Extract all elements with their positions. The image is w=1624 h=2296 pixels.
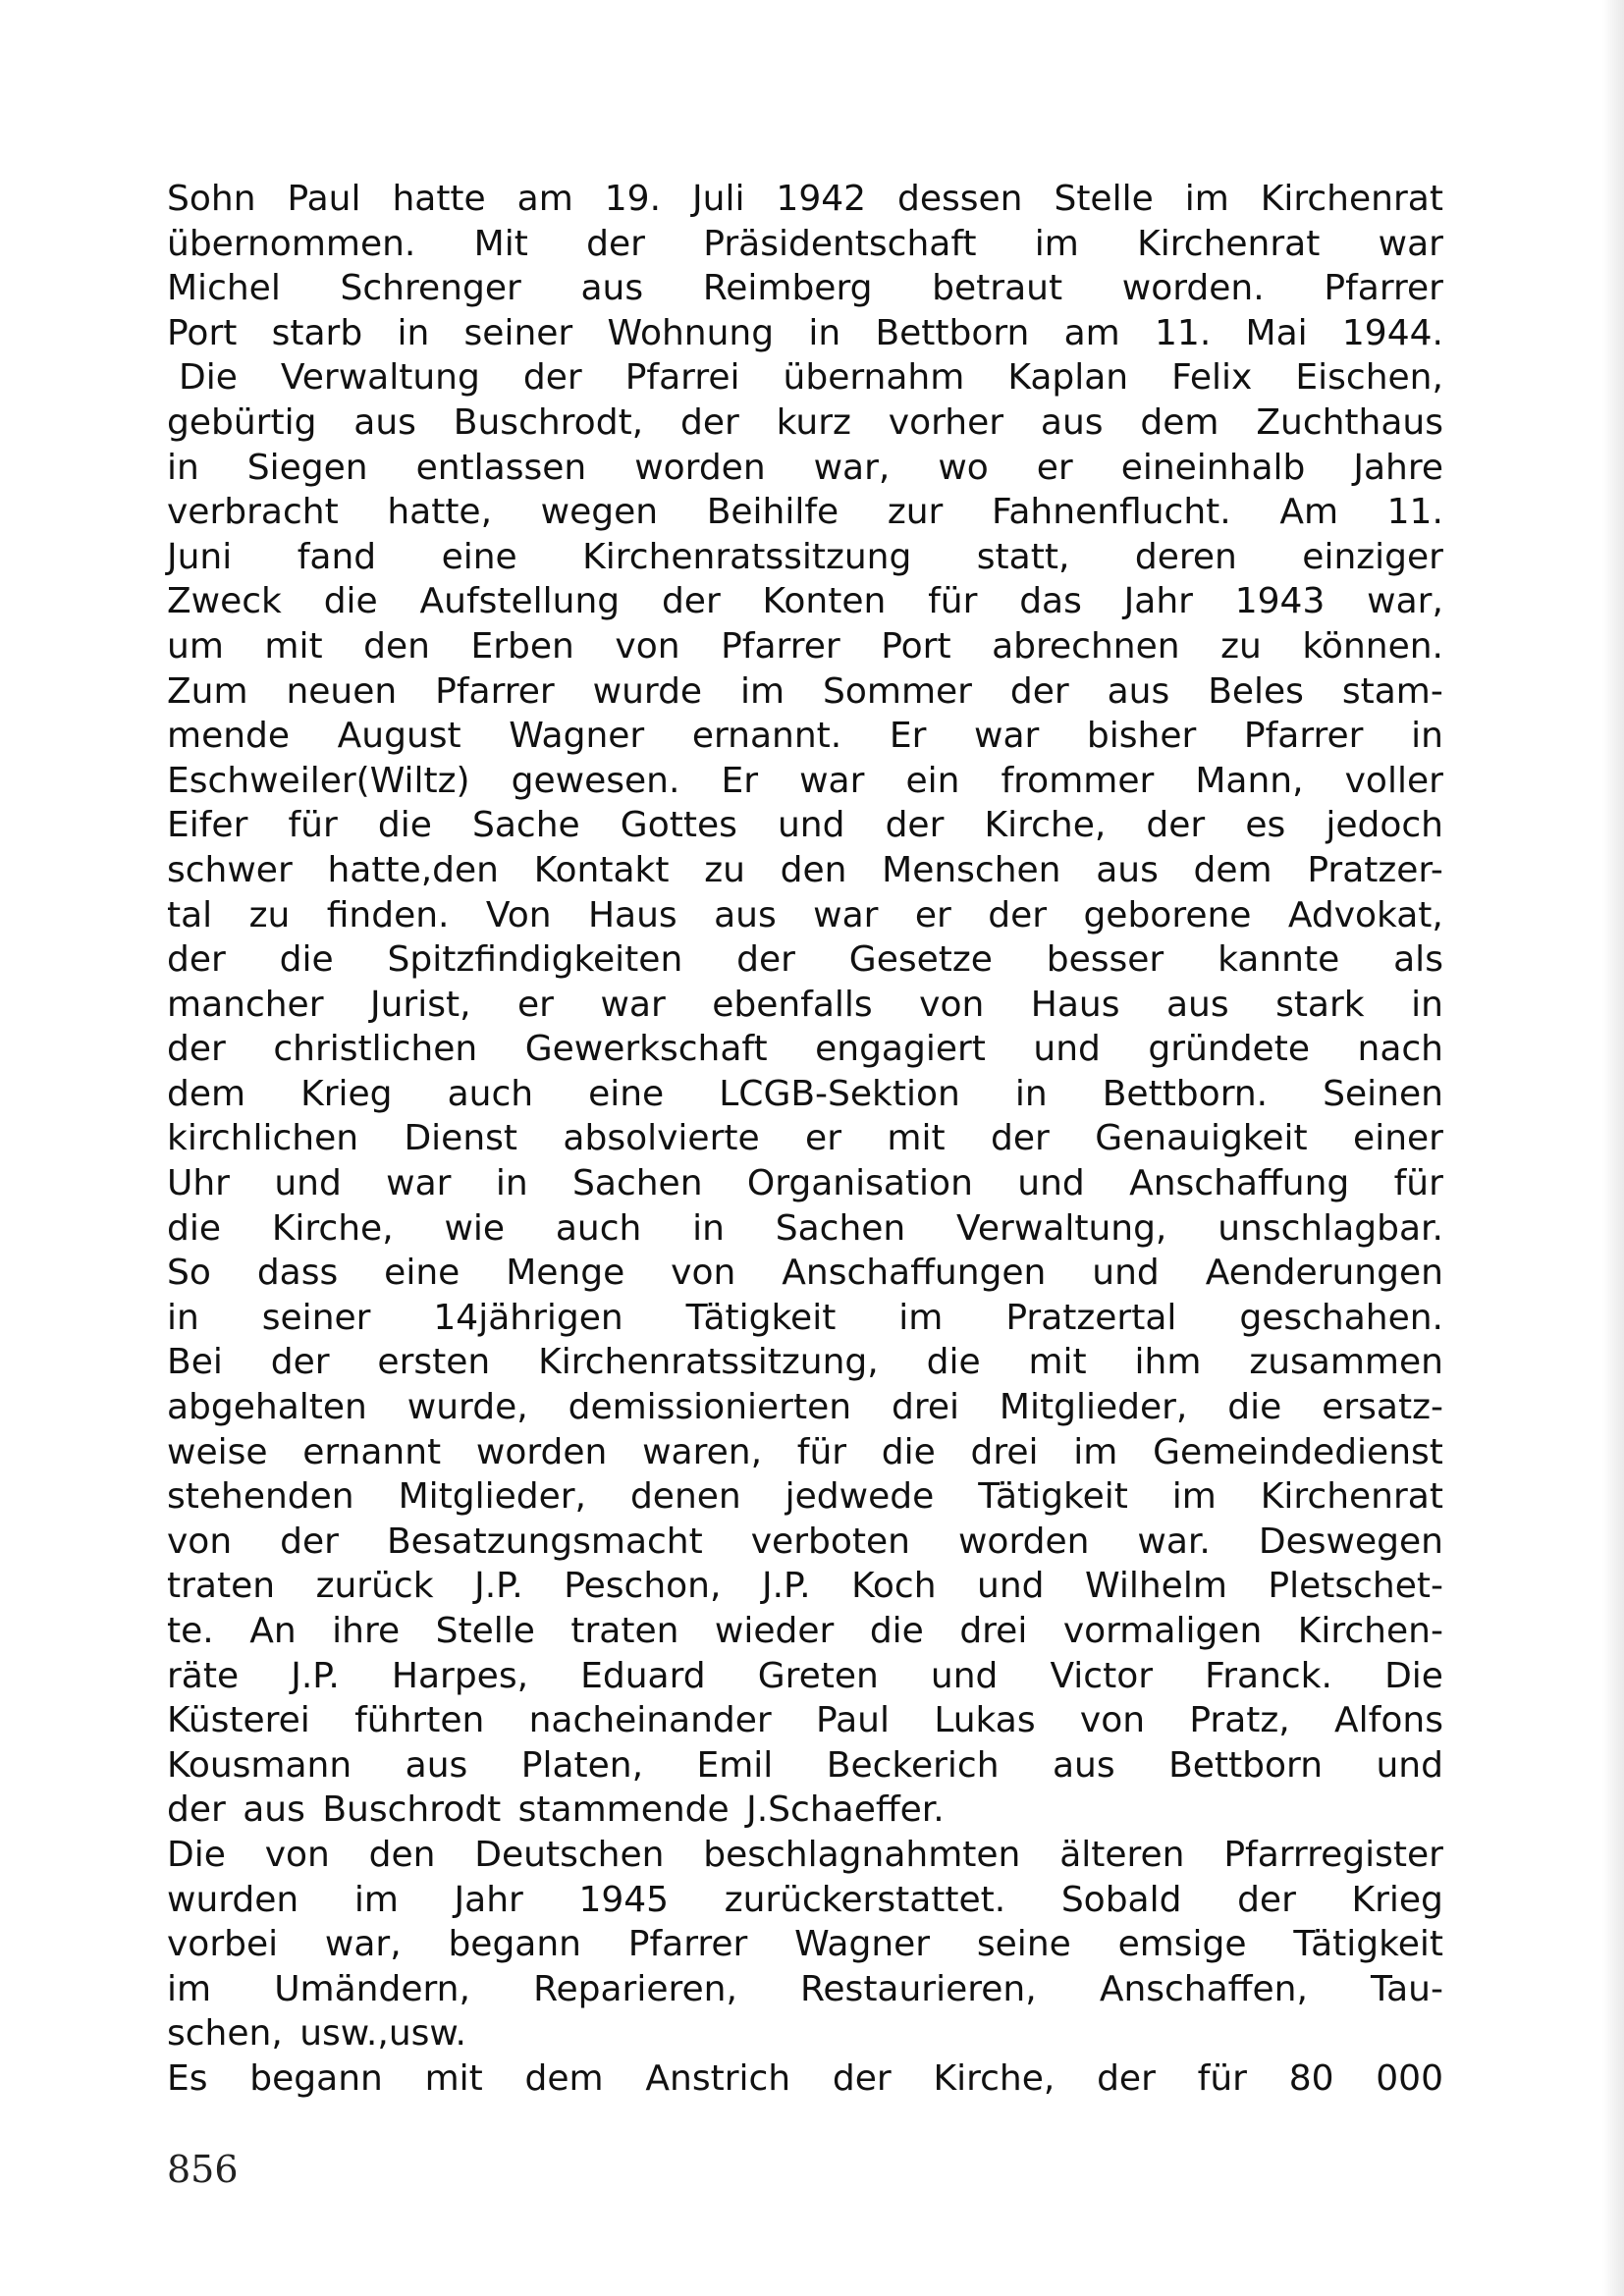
- text-line: die Kirche, wie auch in Sachen Verwaltung, unschlagbar.: [167, 1207, 1443, 1249]
- text-line: tal zu finden. Von Haus aus war er der geborene Advokat,: [167, 894, 1443, 935]
- text-line: Es begann mit dem Anstrich der Kirche, der für 80 000: [167, 2057, 1443, 2099]
- text-line: wurden im Jahr 1945 zurückerstattet. Sobald der Krieg: [167, 1879, 1443, 1920]
- text-line: räte J.P. Harpes, Eduard Greten und Victor Franck. Die: [167, 1655, 1443, 1696]
- text-line: So dass eine Menge von Anschaffungen und Aenderungen: [167, 1253, 1443, 1294]
- text-line: im Umändern, Reparieren, Restaurieren, Anschaffen, Tau-: [167, 1968, 1443, 2009]
- text-line: traten zurück J.P. Peschon, J.P. Koch und Wilhelm Pletschet-: [167, 1566, 1443, 1607]
- text-line: dem Krieg auch eine LCGB-Sektion in Bettborn. Seinen: [167, 1073, 1443, 1114]
- text-line: mancher Jurist, er war ebenfalls von Haus aus stark in: [167, 984, 1443, 1025]
- text-line: verbracht hatte, wegen Beihilfe zur Fahnenflucht. Am 11.: [167, 492, 1443, 533]
- text-line: kirchlichen Dienst absolvierte er mit der Genauigkeit einer: [167, 1118, 1443, 1159]
- text-line: Eifer für die Sache Gottes und der Kirche, der es jedoch: [167, 805, 1443, 846]
- text-line: der die Spitzfindigkeiten der Gesetze besser kannte als: [167, 939, 1443, 981]
- text-line: Kousmann aus Platen, Emil Beckerich aus Bettborn und: [167, 1744, 1443, 1786]
- page-number: 856: [167, 2148, 239, 2191]
- text-line: Port starb in seiner Wohnung in Bettborn am 11. Mai 1944.: [167, 312, 1443, 353]
- text-line: in Siegen entlassen worden war, wo er eineinhalb Jahre: [167, 447, 1443, 488]
- text-line: gebürtig aus Buschrodt, der kurz vorher aus dem Zuchthaus: [167, 401, 1443, 443]
- text-line: schwer hatte,den Kontakt zu den Menschen aus dem Pratzer-: [167, 849, 1443, 890]
- text-line: der aus Buschrodt stammende J.Schaeffer.: [167, 1789, 945, 1831]
- text-line: vorbei war, begann Pfarrer Wagner seine emsige Tätigkeit: [167, 1924, 1443, 1965]
- text-line: stehenden Mitglieder, denen jedwede Tätigkeit im Kirchenrat: [167, 1476, 1443, 1518]
- text-line: Die von den Deutschen beschlagnahmten älteren Pfarrregister: [167, 1834, 1443, 1875]
- text-line: mende August Wagner ernannt. Er war bisher Pfarrer in: [167, 716, 1443, 757]
- text-line: Eschweiler(Wiltz) gewesen. Er war ein frommer Mann, voller: [167, 760, 1443, 801]
- text-line: Bei der ersten Kirchenratssitzung, die mit ihm zusammen: [167, 1342, 1443, 1383]
- text-line: in seiner 14jährigen Tätigkeit im Pratzertal geschahen.: [167, 1297, 1443, 1338]
- text-line: übernommen. Mit der Präsidentschaft im Kirchenrat war: [167, 223, 1443, 264]
- body-text: [167, 177, 1443, 2102]
- text-line: te. An ihre Stelle traten wieder die drei vormaligen Kirchen-: [167, 1611, 1443, 1651]
- text-line: Sohn Paul hatte am 19. Juli 1942 dessen Stelle im Kirchenrat: [167, 179, 1443, 219]
- text-line: um mit den Erben von Pfarrer Port abrechnen zu können.: [167, 625, 1443, 667]
- text-line: weise ernannt worden waren, für die drei im Gemeindedienst: [167, 1431, 1443, 1472]
- text-line: schen, usw.,usw.: [167, 2013, 466, 2055]
- text-line: Küsterei führten nacheinander Paul Lukas von Pratz, Alfons: [167, 1700, 1443, 1741]
- text-line: Die Verwaltung der Pfarrei übernahm Kaplan Felix Eischen,: [179, 357, 1443, 399]
- text-line: der christlichen Gewerkschaft engagiert und gründete nach: [167, 1029, 1443, 1070]
- page-edge-shadow: [1602, 0, 1624, 2296]
- text-line: Zum neuen Pfarrer wurde im Sommer der aus Beles stam-: [167, 670, 1443, 712]
- text-line: Michel Schrenger aus Reimberg betraut worden. Pfarrer: [167, 268, 1443, 309]
- text-line: Uhr und war in Sachen Organisation und Anschaffung für: [167, 1163, 1443, 1204]
- text-line: Zweck die Aufstellung der Konten für das Jahr 1943 war,: [167, 581, 1443, 622]
- text-line: Juni fand eine Kirchenratssitzung statt, deren einziger: [167, 536, 1443, 577]
- text-line: von der Besatzungsmacht verboten worden war. Deswegen: [167, 1521, 1443, 1562]
- text-line: abgehalten wurde, demissionierten drei Mitglieder, die ersatz-: [167, 1387, 1443, 1428]
